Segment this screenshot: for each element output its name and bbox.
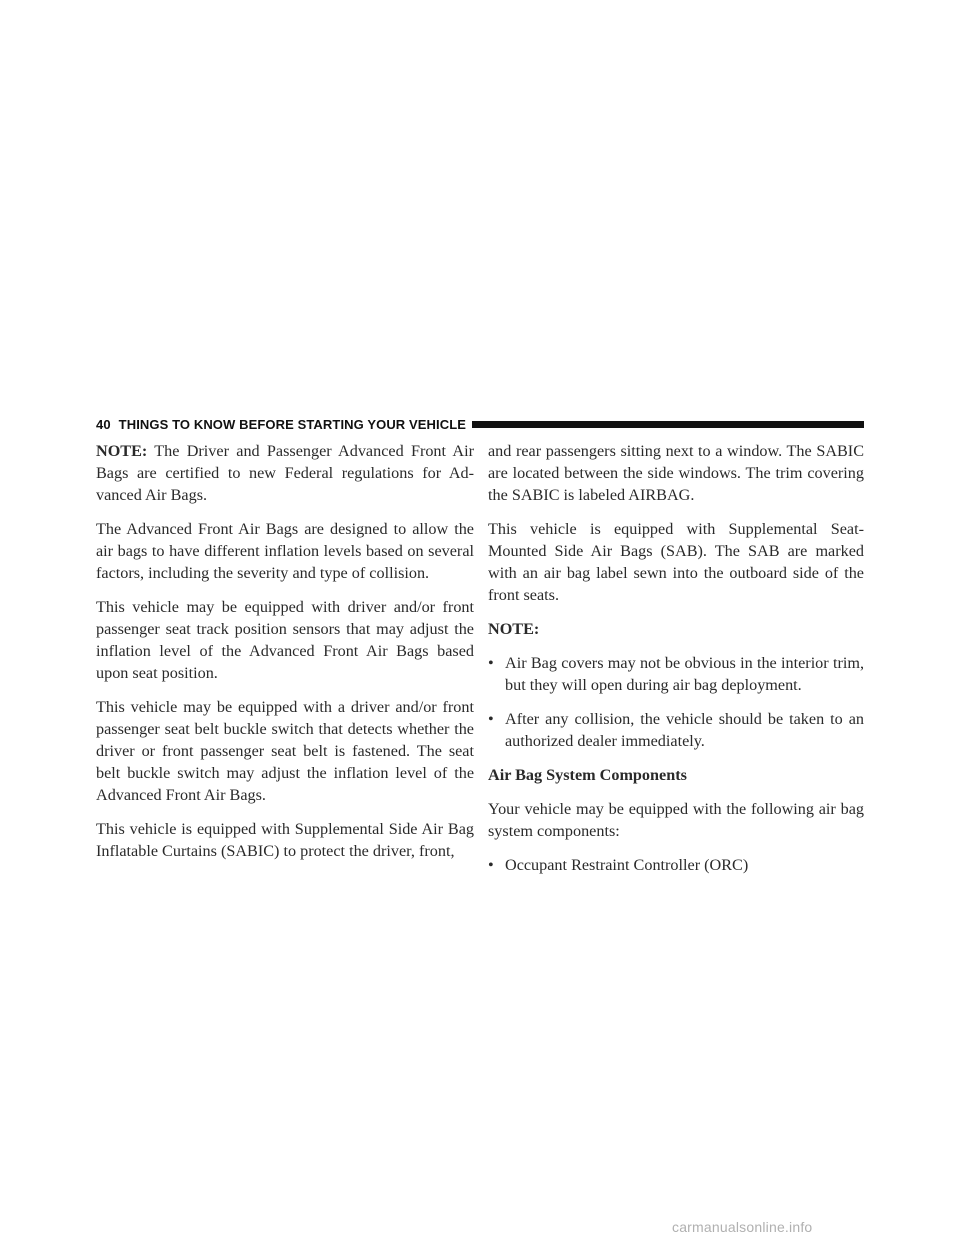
paragraph-inflation-levels: The Advanced Front Air Bags are designed to allow the air bags to have different inflation levels based on several factors, including the severity and type of collision. bbox=[96, 520, 474, 582]
page-header bbox=[96, 417, 864, 431]
note-label: NOTE: bbox=[96, 442, 148, 460]
paragraph-buckle-switch: This vehicle may be equipped with a driver and/or front passenger seat belt buckle switch that detects whether the driver or front passenger seat belt is fastened. The seat belt buckle switch may adjust the inflation level of the Advanced Front Air Bags. bbox=[96, 698, 474, 804]
bullet-text: Occupant Restraint Controller (ORC) bbox=[505, 856, 749, 874]
left-column bbox=[96, 440, 474, 874]
right-column bbox=[488, 440, 864, 888]
component-bullet-list bbox=[488, 854, 864, 876]
note-paragraph bbox=[96, 440, 474, 506]
bullet-text: After any collision, the vehicle should be taken to an authorized dealer immediately. bbox=[505, 710, 864, 750]
list-item bbox=[488, 854, 864, 876]
note-text: The Driver and Passenger Advanced Front Air Bags are certified to new Federal regulations for Ad-vanced Air Bags. bbox=[96, 442, 474, 504]
paragraph-components-intro: Your vehicle may be equipped with the following air bag system components: bbox=[488, 800, 864, 840]
paragraph-sabic-location: and rear passengers sitting next to a window. The SABIC are located between the side windows. The trim covering the SABIC is labeled AIRBAG. bbox=[488, 442, 864, 504]
paragraph-sabic-intro: This vehicle is equipped with Supplemental Side Air Bag Inflatable Curtains (SABIC) to protect the driver, front, bbox=[96, 820, 474, 860]
note-bullet-list bbox=[488, 652, 864, 752]
note-heading: NOTE: bbox=[488, 620, 540, 638]
watermark: carmanualsonline.info bbox=[672, 1219, 813, 1235]
bullet-icon: • bbox=[488, 856, 494, 874]
section-heading: Air Bag System Components bbox=[488, 766, 687, 784]
paragraph-seat-track-sensors: This vehicle may be equipped with driver and/or front passenger seat track position sensors that may adjust the inflation level of the Advanced Front Air Bags based upon seat position. bbox=[96, 598, 474, 682]
bullet-icon: • bbox=[488, 710, 494, 728]
page-number: 40 bbox=[96, 416, 111, 432]
paragraph-sab: This vehicle is equipped with Supplemental Seat-Mounted Side Air Bags (SAB). The SAB are marked with an air bag label sewn into the outboard side of the front seats. bbox=[488, 520, 864, 604]
bullet-text: Air Bag covers may not be obvious in the interior trim, but they will open during air bag deployment. bbox=[505, 654, 864, 694]
header-rule bbox=[472, 421, 864, 428]
section-title: THINGS TO KNOW BEFORE STARTING YOUR VEHICLE bbox=[118, 416, 467, 432]
list-item bbox=[488, 652, 864, 696]
list-item bbox=[488, 708, 864, 752]
bullet-icon: • bbox=[488, 654, 494, 672]
